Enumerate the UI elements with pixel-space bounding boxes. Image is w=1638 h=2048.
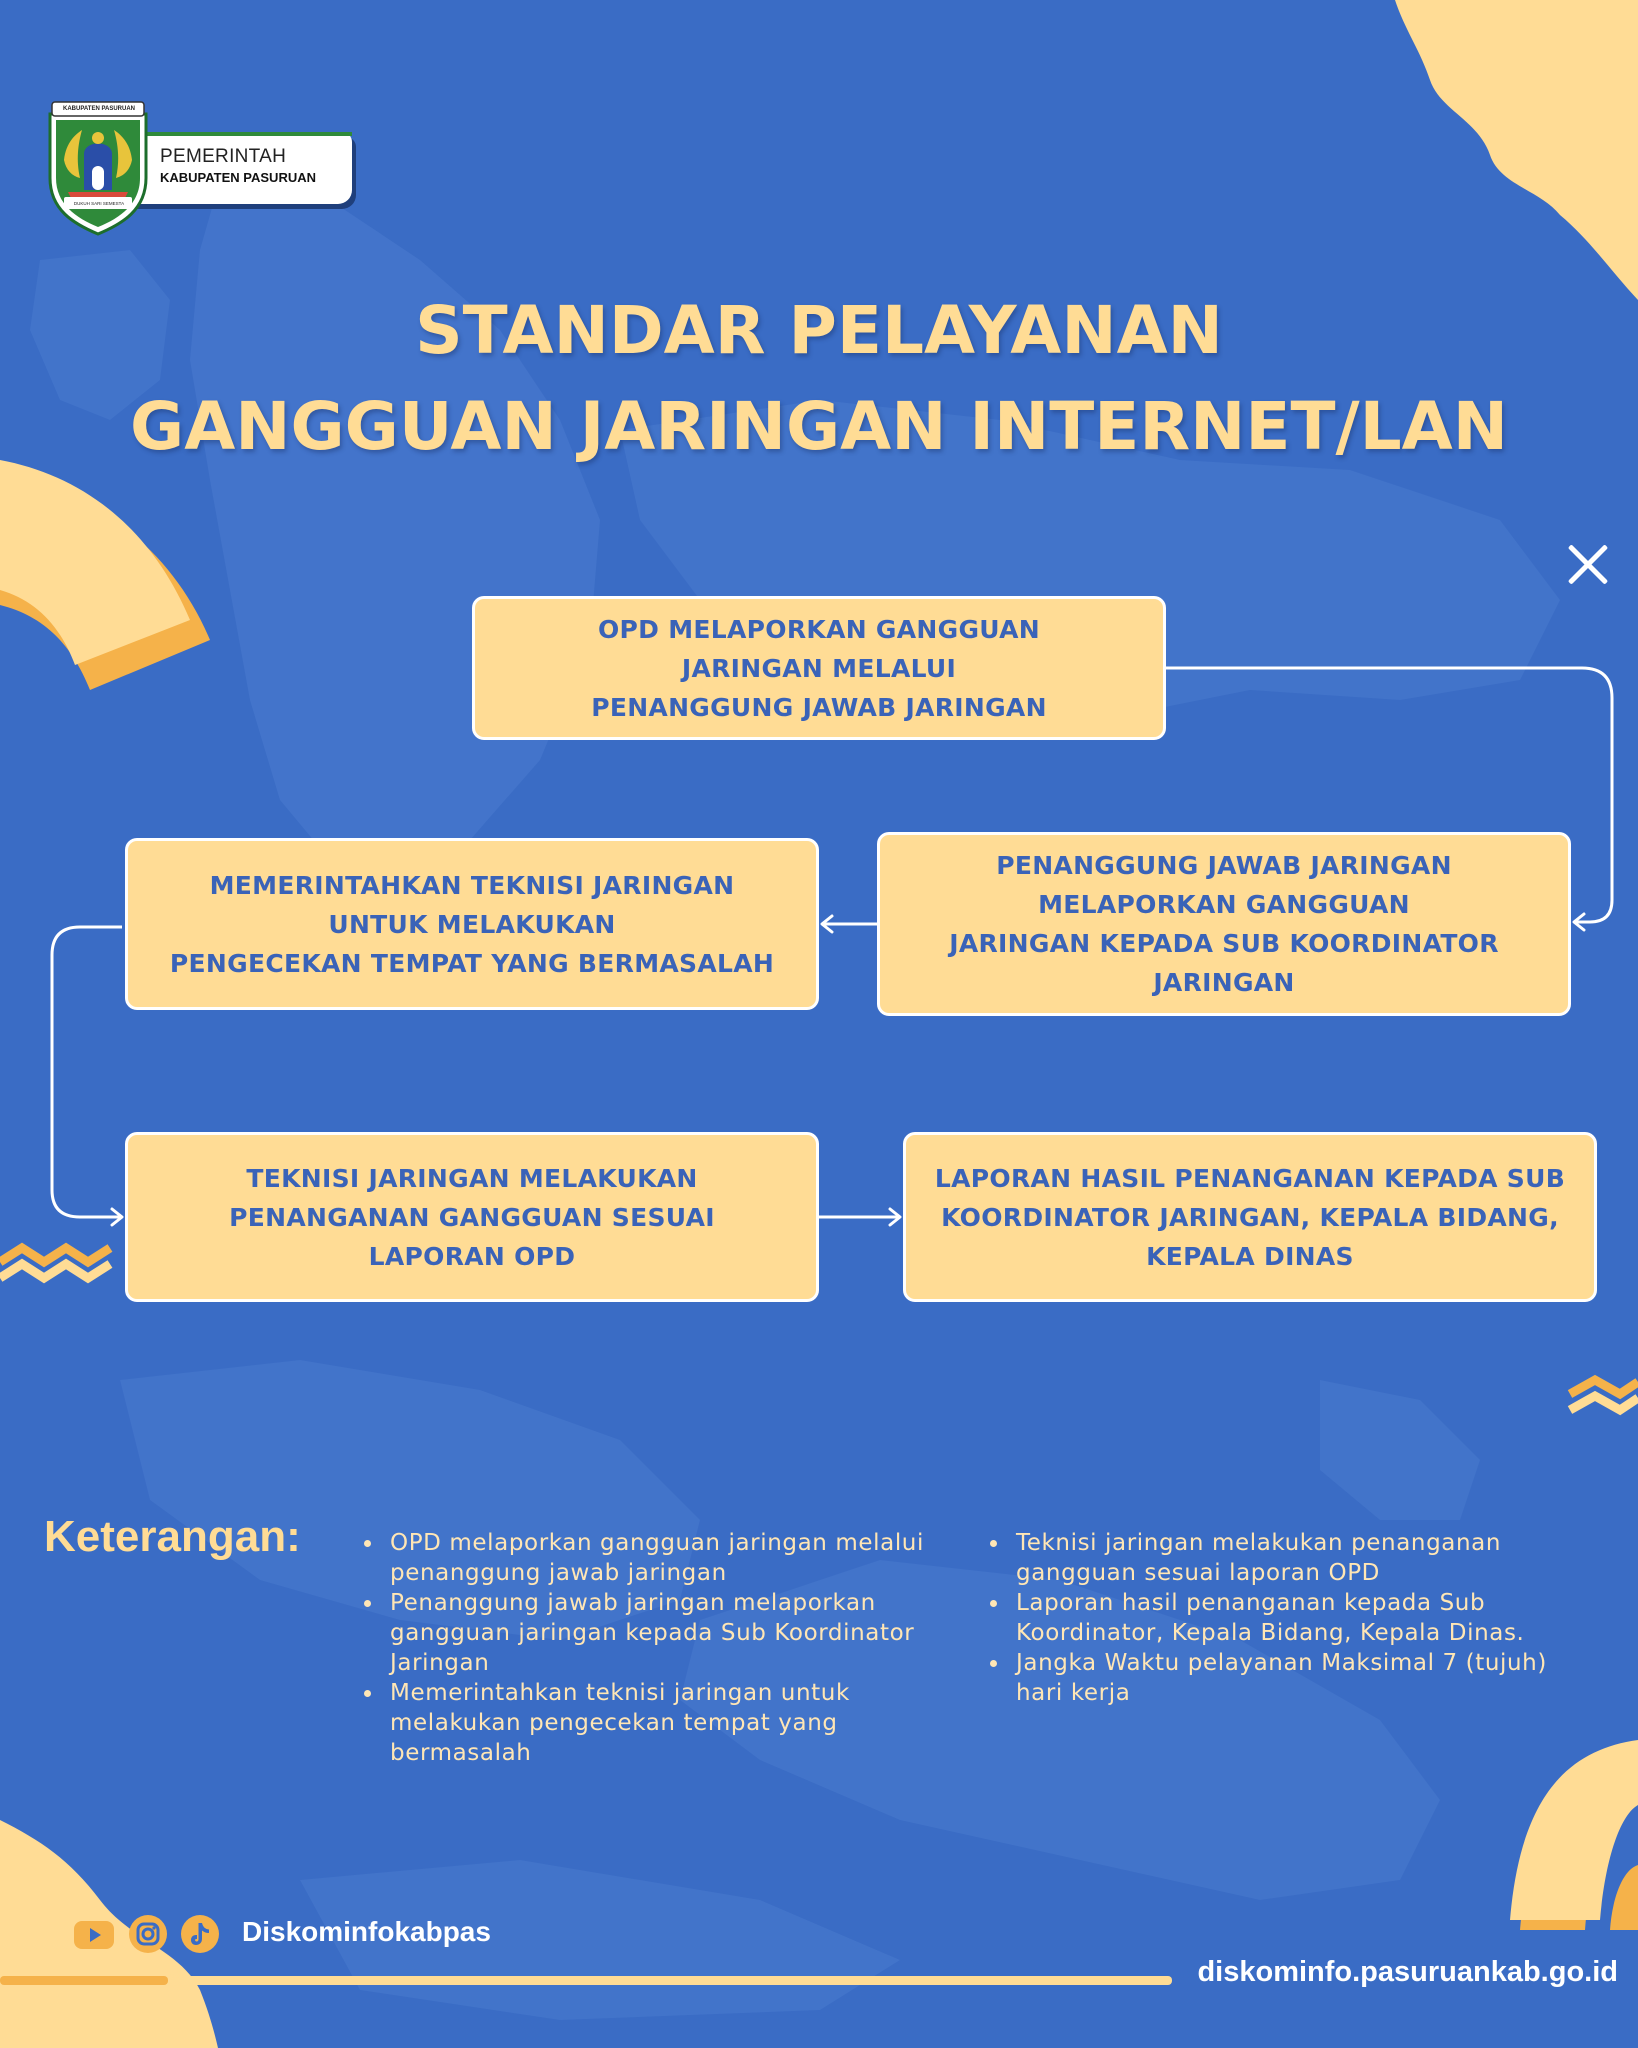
flow-step-1-text: OPD MELAPORKAN GANGGUAN JARINGAN MELALUI PENANGGUNG JAWAB JARINGAN — [591, 614, 1047, 722]
page-title-line-2: GANGGUAN JARINGAN INTERNET/LAN — [130, 388, 1508, 465]
emblem-motto-text: DUKUH SARI SEMESTA — [73, 201, 125, 206]
keterangan-item: Memerintahkan teknisi jaringan untuk melakukan pengecekan tempat yang bermasalah — [362, 1678, 942, 1768]
close-icon[interactable] — [1568, 544, 1608, 584]
flow-step-4-text: TEKNISI JARINGAN MELAKUKAN PENANGANAN GANGGUAN SESUAI LAPORAN OPD — [229, 1163, 715, 1271]
logo-line-2: KABUPATEN PASURUAN — [160, 170, 316, 185]
flow-step-2-text: PENANGGUNG JAWAB JARINGAN MELAPORKAN GANGGUAN JARINGAN KEPADA SUB KOORDINATOR JARINGAN — [949, 851, 1499, 997]
government-logo — [42, 100, 362, 240]
website-url[interactable]: diskominfo.pasuruankab.go.id — [1197, 1956, 1618, 1988]
emblem-banner-text: KABUPATEN PASURUAN — [63, 106, 135, 112]
social-handle[interactable]: Diskominfokabpas — [242, 1916, 491, 1947]
keterangan-item: OPD melaporkan gangguan jaringan melalui penanggung jawab jaringan — [362, 1528, 942, 1588]
keterangan-list-right — [988, 1528, 1588, 1708]
keterangan-item: Penanggung jawab jaringan melaporkan gangguan jaringan kepada Sub Koordinator Jaringan — [362, 1588, 942, 1678]
flow-step-3-text: MEMERINTAHKAN TEKNISI JARINGAN UNTUK MELAKUKAN PENGECEKAN TEMPAT YANG BERMASALAH — [169, 870, 775, 978]
logo-line-1: PEMERINTAH — [160, 146, 287, 167]
flow-step-1 — [472, 596, 1166, 740]
flow-step-4 — [125, 1132, 819, 1302]
keterangan-item: Laporan hasil penanganan kepada Sub Koordinator, Kepala Bidang, Kepala Dinas. — [988, 1588, 1588, 1648]
keterangan-item: Teknisi jaringan melakukan penanganan gangguan sesuai laporan OPD — [988, 1528, 1588, 1588]
flow-step-2 — [877, 832, 1571, 1016]
page-title-line-1: STANDAR PELAYANAN — [415, 292, 1223, 369]
keterangan-heading: Keterangan: — [44, 1512, 301, 1561]
keterangan-list-left — [362, 1528, 942, 1768]
flow-step-5-text: LAPORAN HASIL PENANGANAN KEPADA SUB KOORDINATOR JARINGAN, KEPALA BIDANG, KEPALA DINAS — [934, 1163, 1566, 1271]
flow-step-3 — [125, 838, 819, 1010]
tiktok-icon[interactable] — [178, 1914, 222, 1954]
keterangan-item: Jangka Waktu pelayanan Maksimal 7 (tujuh) hari kerja — [988, 1648, 1588, 1708]
flow-step-5 — [903, 1132, 1597, 1302]
instagram-icon[interactable] — [126, 1914, 170, 1954]
youtube-icon[interactable] — [72, 1914, 116, 1954]
coat-of-arms-icon — [42, 100, 154, 236]
